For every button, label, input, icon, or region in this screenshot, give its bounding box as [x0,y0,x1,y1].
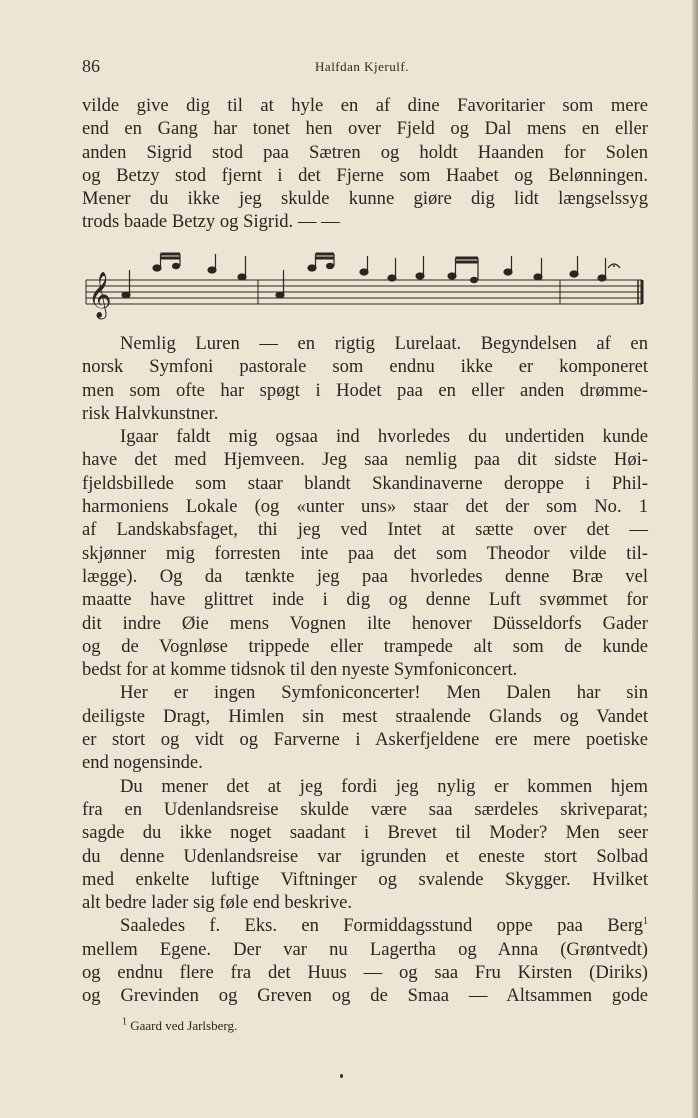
treble-clef-icon: 𝄞 [88,272,112,318]
text-line: og de Vognløse trippede eller trampede alt som de kunde [82,635,648,657]
text-line: norsk Symfoni pastorale som endnu ikke er komponeret [82,356,648,378]
text-line: skjønner mig forresten inte paa det som Theodor vilde til- [82,542,648,564]
text-line: Nemlig Luren — en rigtig Lurelaat. Begyndelsen af en [120,333,648,354]
text-line: Du mener det at jeg fordi jeg nylig er kommen hjem [120,775,648,797]
text-line: trods baade Betzy og Sigrid. — — [82,211,340,233]
text-line: og Grevinden og Greven og de Smaa — Altsammen gode [82,985,648,1007]
footnote-marker: 1 [122,1016,127,1028]
text-line: Mener du ikke jeg skulde kunne giøre dig lidt længselssyg [82,188,648,210]
text-line: vilde give dig til at hyle en af dine Favoritarier som mere [82,95,648,116]
text-line: have det med Hjemveen. Jeg saa nemlig paa dit sidste Høi- [82,449,648,471]
page-edge [692,0,698,1118]
text-line-with-footnote [82,914,648,937]
text-line: mellem Egene. Der var nu Lagertha og Anna (Grøntvedt) [82,938,648,960]
text-line: risk Halvkunstner. [82,402,219,424]
text-line: anden Sigrid stod paa Sætren og holdt Haanden for Solen [82,141,648,163]
text-line: og Betzy stod fjernt i det Fjerne som Haabet og Belønningen. [82,164,648,186]
footnote-ref: 1 [643,916,648,928]
footnote [122,1018,237,1034]
text-line: end en Gang har tonet hen over Fjeld og Dal mens en eller [82,118,648,140]
text-line: fra en Udenlandsreise skulde være saa særdeles skriveparat; [82,798,648,820]
page-header [82,56,642,80]
text-line: Saaledes f. Eks. en Formiddagsstund oppe paa Berg [120,915,643,937]
text-line: Igaar faldt mig ogsaa ind hvorledes du undertiden kunde [120,426,648,448]
text-line: med enkelte luftige Viftninger og svalende Skygger. Hvilket [82,868,648,890]
text-line: men som ofte har spøgt i Hodet paa en eller anden drømme- [82,379,648,401]
footnote-text: Gaard ved Jarlsberg. [130,1018,238,1033]
text-line: deiligste Dragt, Himlen sin mest straalende Glands og Vandet [82,705,648,727]
text-line: Her er ingen Symfoniconcerter! Men Dalen har sin [120,682,648,704]
text-line: end nogensinde. [82,752,203,774]
text-block-1 [82,94,648,234]
text-line: og endnu flere fra det Huus — og saa Fru Kirsten (Diriks) [82,962,648,984]
text-line: dit indre Øie mens Vognen ilte henover Düsseldorfs Gader [82,612,648,634]
text-line: bedst for at komme tidsnok til den nyeste Symfoniconcert. [82,659,518,681]
text-line: lægge). Og da tænkte jeg paa hvorledes denne Bræ vel [82,565,648,587]
text-line: maatte have glittret inde i dig og denne Luft svømmet for [82,589,648,611]
text-block-2 [82,332,648,1008]
text-line: du denne Udenlandsreise var igrunden et eneste stort Solbad [82,845,648,867]
text-line: harmoniens Lokale (og «unter uns» staar det der som No. 1 [82,496,648,518]
text-line: af Landskabsfaget, thi jeg ved Intet at sætte over det — [82,519,648,541]
text-line: er stort og vidt og Farverne i Askerfjeldene ere mere poetiske [82,729,648,751]
text-line: sagde du ikke noget saadant i Brevet til Moder? Men seer [82,822,648,844]
running-head: Halfdan Kjerulf. [315,59,409,74]
page-number: 86 [82,56,100,76]
ink-speck [340,1074,343,1078]
music-notation [82,250,648,336]
text-line: alt bedre lader sig føle end beskrive. [82,892,353,914]
text-line: fjeldsbillede som staar blandt Skandinaverne deroppe i Phil- [82,472,648,494]
